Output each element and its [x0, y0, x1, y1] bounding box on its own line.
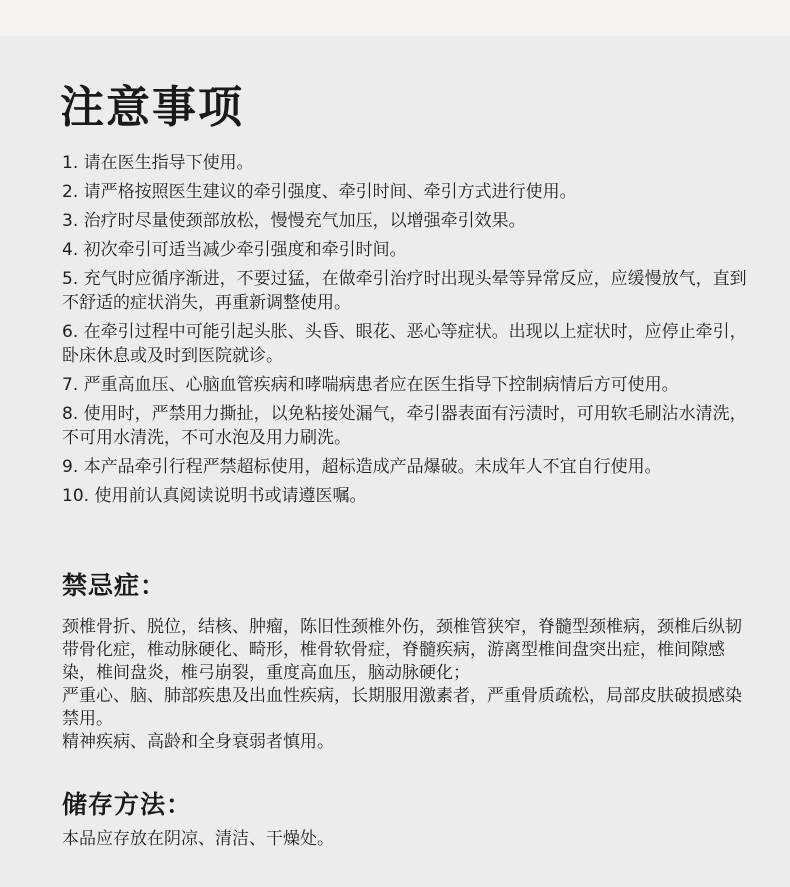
precaution-item: 9. 本产品牵引行程严禁超标使用，超标造成产品爆破。未成年人不宜自行使用。: [62, 457, 662, 477]
precaution-item: 5. 充气时应循序渐进，不要过猛，在做牵引治疗时出现头晕等异常反应，应缓慢放气，直到不舒适的症状消失，再重新调整使用。: [62, 269, 747, 313]
precaution-item: 7. 严重高血压、心脑血管疾病和哮喘病患者应在医生指导下控制病情后方可使用。: [62, 375, 679, 395]
contraindications-paragraph: 严重心、脑、肺部疾患及出血性疾病，长期服用激素者，严重骨质疏松，局部皮肤破损感染禁用。: [62, 686, 742, 729]
precaution-item: 8. 使用时，严禁用力撕扯，以免粘接处漏气，牵引器表面有污渍时，可用软毛刷沾水清洗，不可用水清洗，不可水泡及用力刷洗。: [62, 404, 747, 448]
contraindications-heading: 禁忌症：: [62, 571, 167, 600]
page-title: 注意事项: [60, 82, 244, 133]
precaution-item: 2. 请严格按照医生建议的牵引强度、牵引时间、牵引方式进行使用。: [62, 182, 577, 202]
top-band: [0, 0, 790, 36]
precaution-item: 3. 治疗时尽量使颈部放松，慢慢充气加压，以增强牵引效果。: [62, 211, 526, 231]
contraindications-paragraph: 精神疾病、高龄和全身衰弱者慎用。: [62, 732, 334, 752]
instructions-page: [0, 36, 790, 887]
precautions-list: [62, 151, 752, 513]
storage-heading: 储存方法：: [62, 790, 193, 819]
precaution-item: 6. 在牵引过程中可能引起头胀、头昏、眼花、恶心等症状。出现以上症状时，应停止牵引，卧床休息或及时到医院就诊。: [62, 322, 747, 366]
storage-text: 本品应存放在阴凉、清洁、干燥处。: [62, 829, 334, 849]
precaution-item: 4. 初次牵引可适当减少牵引强度和牵引时间。: [62, 240, 407, 260]
contraindications-body: [62, 616, 742, 754]
contraindications-paragraph: 颈椎骨折、脱位，结核、肿瘤，陈旧性颈椎外伤，颈椎管狭窄，脊髓型颈椎病，颈椎后纵韧带骨化症，椎动脉硬化、畸形，椎骨软骨症，脊髓疾病，游离型椎间盘突出症，椎间隙感染，椎间盘炎，椎弓崩裂，重度高血压，脑动脉硬化；: [62, 617, 742, 683]
precaution-item: 10. 使用前认真阅读说明书或请遵医嘱。: [62, 486, 367, 506]
precaution-item: 1. 请在医生指导下使用。: [62, 153, 254, 173]
